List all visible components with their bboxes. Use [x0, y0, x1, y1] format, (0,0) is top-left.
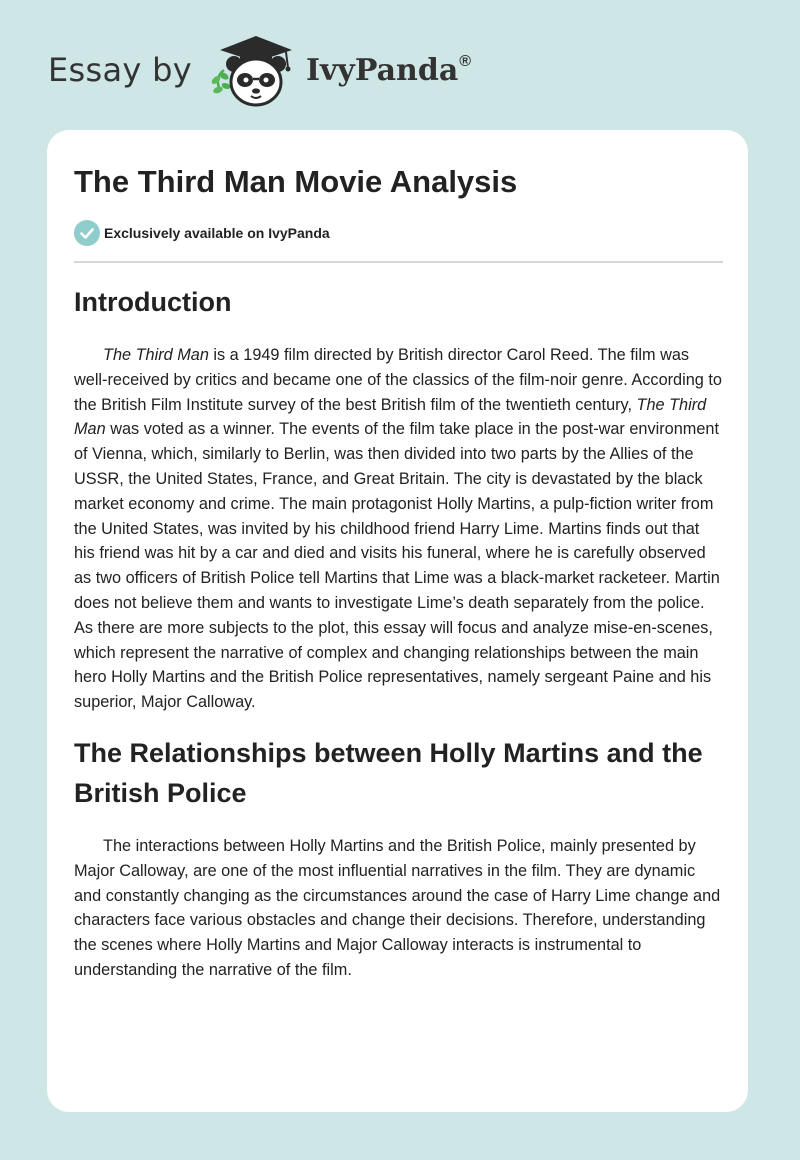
check-circle-icon — [74, 220, 100, 246]
section-heading-introduction: Introduction — [74, 287, 232, 317]
introduction-paragraph — [74, 343, 723, 715]
exclusive-badge — [74, 220, 330, 246]
film-title-italic: The Third Man — [74, 395, 707, 439]
article-card — [47, 130, 748, 1112]
intro-text-2: was voted as a winner. The events of the film take place in the post-war environment of Vienna, which, similarly to Berlin, was then divided into two parts by the Allies of the USSR, the United States, France, and Great Britain. The city is devastated by the black market economy and crime. The main protagonist Holly Martins, a pulp-fiction writer from the United States, was invited by his childhood friend Harry Lime. Martins finds out that his friend was hit by a car and died and visits his funeral, where he is carefully observed as two officers of British Police tell Martins that Lime was a black-market racketeer. Martin does not believe them and wants to investigate Lime’s death separately from the police. As there are more subjects to the plot, this essay will focus and analyze mise-en-scenes, which represent the narrative of complex and changing relationships between the main hero Holly Martins and the British Police representatives, namely sergeant Paine and his superior, Major Calloway. — [74, 420, 720, 712]
ivypanda-logo-icon[interactable] — [206, 30, 302, 110]
site-header — [48, 30, 471, 110]
relationships-paragraph — [74, 834, 723, 983]
film-title-italic: The Third Man — [103, 346, 209, 364]
page-title: The Third Man Movie Analysis — [74, 164, 518, 199]
title-divider — [74, 261, 723, 263]
brand-name[interactable] — [306, 53, 471, 88]
essay-by-label: Essay by — [48, 51, 192, 89]
brand-label: IvyPanda — [305, 52, 459, 88]
section-heading-relationships: The Relationships between Holly Martins and the British Police — [74, 738, 703, 808]
registered-mark: ® — [459, 52, 472, 70]
relationships-text: The interactions between Holly Martins and the British Police, mainly presented by Major Calloway, are one of the most influential narratives in the film. They are dynamic and constantly changing as the circumstances around the case of Harry Lime change and characters face various obstacles and change their decisions. Therefore, understanding the scenes where Holly Martins and Major Calloway interacts is instrumental to understanding the narrative of the film. — [74, 837, 721, 979]
exclusive-badge-text: Exclusively available on IvyPanda — [104, 225, 330, 241]
intro-text-1: is a 1949 film directed by British director Carol Reed. The film was well-received by critics and became one of the classics of the film-noir genre. According to the British Film Institute survey of the best British film of the twentieth century, — [74, 346, 722, 414]
